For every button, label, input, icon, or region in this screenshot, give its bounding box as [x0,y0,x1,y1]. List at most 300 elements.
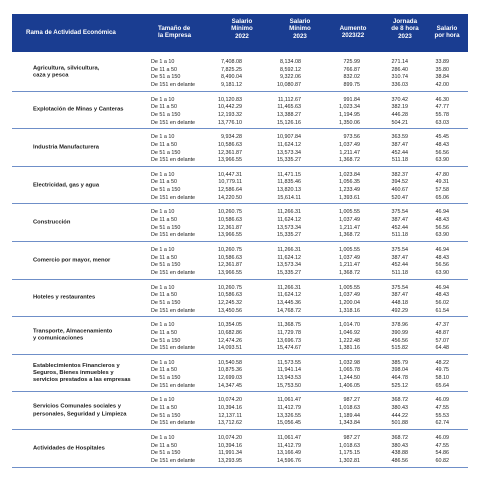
salario-2022-cell: 10,120.83 [218,96,242,103]
salario-hora-cell: 47.37 [435,322,449,329]
aumento-cell: 1,368.72 [339,232,360,239]
jornada-cell: 375.54 [391,284,408,291]
salario-2023-cell: 15,056.45 [277,420,301,427]
salario-hora-cell: 57.07 [435,337,449,344]
salario-hora-cell: 63.90 [435,270,449,277]
tamano-cell: De 11 a 50 [151,66,177,73]
salario-2022-cell: 10,394.16 [218,442,242,449]
aumento-cell: 1,211.47 [339,149,360,156]
jornada-cell: 398.04 [391,367,408,374]
salario-2022-cell: 13,776.10 [218,119,242,126]
salario-hora-cell: 57.58 [435,187,449,194]
salario-hora-cell: 55.78 [435,111,449,118]
header-tamano: Tamaño de la Empresa [158,25,192,40]
salario-hora-cell: 48.43 [435,141,449,148]
jornada-cell: 492.29 [391,307,408,314]
tamano-cell: De 51 a 150 [151,187,181,194]
salario-2022-cell: 10,354.05 [218,322,242,329]
salario-2022-cell: 13,712.62 [218,420,242,427]
tamano-cell: De 151 en delante [151,345,196,352]
jornada-cell: 525.12 [391,382,408,389]
salario-hora-cell: 65.64 [435,382,449,389]
aumento-cell: 1,023.84 [339,171,360,178]
tamano-cell: De 1 a 10 [151,59,175,65]
salario-2022-cell: 13,293.95 [218,458,242,465]
tamano-cell: De 51 a 150 [151,299,181,306]
salario-hora-cell: 46.94 [435,209,449,216]
salario-hora-cell: 56.56 [435,262,449,269]
salario-2023-cell: 11,624.12 [277,217,301,224]
rama-label: Explotación de Minas y Canteras [33,106,124,113]
aumento-cell: 1,032.98 [339,359,360,366]
salario-2023-cell: 11,112.67 [277,96,301,103]
salario-2022-cell: 14,347.45 [218,382,242,389]
jornada-cell: 515.82 [391,345,408,352]
jornada-cell: 382.37 [391,171,408,178]
salario-2022-cell: 12,361.87 [218,262,242,269]
aumento-cell: 1,023.34 [339,104,360,111]
salario-2022-cell: 13,450.56 [218,307,242,314]
salario-2022-cell: 10,442.29 [218,104,242,111]
salario-2022-cell: 12,361.87 [218,224,242,231]
aumento-cell: 1,037.49 [339,141,360,148]
salario-hora-cell: 63.90 [435,157,449,164]
header-salario-hora: Salario por hora [434,25,460,40]
salario-hora-cell: 47.55 [435,442,449,449]
salario-hora-cell: 55.53 [435,412,449,419]
aumento-cell: 1,244.50 [339,375,360,382]
aumento-cell: 1,350.06 [339,119,360,126]
aumento-cell: 1,005.55 [339,284,360,291]
table-group [12,54,468,92]
salario-2023-cell: 11,941.14 [277,367,301,374]
table-row [12,119,468,127]
aumento-cell: 1,222.48 [339,337,360,344]
jornada-cell: 390.99 [391,329,408,336]
jornada-cell: 511.18 [391,232,408,239]
tamano-cell: De 1 a 10 [151,96,175,103]
salario-2023-cell: 11,266.31 [277,209,301,216]
tamano-cell: De 11 a 50 [151,217,177,224]
table-row [12,419,468,427]
tamano-cell: De 151 en delante [151,194,196,201]
salario-2023-cell: 14,768.72 [277,307,301,314]
salario-2022-cell: 12,474.26 [218,337,242,344]
tamano-cell: De 11 a 50 [151,254,177,261]
aumento-cell: 1,381.16 [339,345,360,352]
aumento-cell: 1,037.49 [339,292,360,299]
salario-2022-cell: 10,779.11 [218,179,242,186]
rama-label: Electricidad, gas y agua [33,181,100,188]
jornada-cell: 363.59 [391,134,408,141]
rama-label: Construcción [33,219,71,226]
jornada-cell: 452.44 [391,262,408,269]
aumento-cell: 1,368.72 [339,270,360,277]
salario-2023-cell: 10,080.87 [277,82,301,89]
tamano-cell: De 1 a 10 [151,359,175,366]
salario-2022-cell: 10,586.63 [218,292,242,299]
salario-hora-cell: 58.10 [435,375,449,382]
salario-2023-cell: 11,412.79 [277,405,301,412]
salario-2023-cell: 13,166.49 [277,450,301,457]
salario-hora-cell: 48.43 [435,292,449,299]
salario-2022-cell: 14,220.50 [218,194,242,201]
salario-2023-cell: 10,907.84 [277,134,301,141]
rama-label: Establecimientos Financieros y Seguros, Bienes inmuebles y servicios prestados a las empresas [33,362,131,384]
rama-label: Industria Manufacturera [33,144,100,151]
salario-2022-cell: 10,586.63 [218,217,242,224]
salario-2022-cell: 10,260.75 [218,284,242,291]
salario-2022-cell: 9,934.28 [221,134,242,141]
salario-2022-cell: 10,394.16 [218,405,242,412]
salario-2022-cell: 10,586.63 [218,254,242,261]
salario-2023-cell: 11,729.78 [277,329,301,336]
jornada-cell: 444.22 [391,412,408,419]
salario-2023-cell: 8,592.12 [280,66,301,73]
salario-hora-cell: 49.75 [435,367,449,374]
salario-hora-cell: 46.94 [435,284,449,291]
salario-2023-cell: 15,335.27 [277,270,301,277]
aumento-cell: 1,233.49 [339,187,360,194]
salario-2022-cell: 12,586.64 [218,187,242,194]
salario-2023-cell: 15,474.67 [277,345,301,352]
table-group [12,355,468,393]
tamano-cell: De 1 a 10 [151,209,175,216]
tamano-cell: De 1 a 10 [151,322,175,329]
salario-hora-cell: 63.90 [435,232,449,239]
table-group [12,129,468,167]
tamano-cell: De 1 a 10 [151,247,175,253]
salario-2022-cell: 10,875.36 [218,367,242,374]
tamano-cell: De 11 a 50 [151,442,177,449]
table-row [12,457,468,465]
salario-2023-cell: 11,835.46 [277,179,301,186]
salario-hora-cell: 64.48 [435,345,449,352]
salario-hora-cell: 48.87 [435,329,449,336]
table-row [12,81,468,89]
salario-2022-cell: 13,966.55 [218,157,242,164]
salario-hora-cell: 35.80 [435,66,449,73]
salario-2023-cell: 11,573.55 [277,359,301,366]
table-group [12,167,468,205]
salario-hora-cell: 48.43 [435,254,449,261]
aumento-cell: 1,211.47 [339,224,360,231]
jornada-cell: 438.88 [391,450,408,457]
salario-2023-cell: 11,061.47 [277,435,301,441]
salario-2022-cell: 10,074.20 [218,397,242,404]
salario-2022-cell: 12,193.32 [218,111,242,118]
salario-hora-cell: 47.80 [435,171,449,178]
salario-2022-cell: 10,260.75 [218,209,242,216]
aumento-cell: 1,037.49 [339,254,360,261]
aumento-cell: 987.27 [343,397,360,404]
aumento-cell: 1,005.55 [339,209,360,216]
jornada-cell: 382.19 [391,104,408,111]
salario-2022-cell: 7,825.25 [221,66,242,73]
table-row [12,194,468,202]
salario-2023-cell: 11,266.31 [277,284,301,291]
aumento-cell: 1,065.78 [339,367,360,374]
salario-hora-cell: 45.45 [435,134,449,141]
jornada-cell: 456.56 [391,337,408,344]
jornada-cell: 380.43 [391,442,408,449]
salario-hora-cell: 33.89 [435,59,449,65]
jornada-cell: 375.54 [391,247,408,253]
tamano-cell: De 51 a 150 [151,262,181,269]
aumento-cell: 832.02 [343,74,360,81]
jornada-cell: 511.18 [391,270,408,277]
tamano-cell: De 151 en delante [151,157,196,164]
salario-2023-cell: 11,471.15 [277,171,301,178]
tamano-cell: De 1 a 10 [151,435,175,441]
jornada-cell: 368.72 [391,435,408,441]
salario-2022-cell: 7,408.08 [221,59,242,65]
salario-2023-cell: 13,820.13 [277,187,301,194]
table-group [12,430,468,468]
rama-label: Servicios Comunales sociales y personales, Seguridad y Limpieza [33,403,127,418]
jornada-cell: 387.47 [391,292,408,299]
salario-hora-cell: 46.09 [435,397,449,404]
rama-label: Comercio por mayor, menor [33,257,111,264]
tamano-cell: De 51 a 150 [151,450,181,457]
salario-hora-cell: 46.30 [435,96,449,103]
table-group [12,392,468,430]
salario-hora-cell: 47.77 [435,104,449,111]
salario-2023-cell: 13,573.34 [277,224,301,231]
salario-2022-cell: 10,586.63 [218,141,242,148]
salario-hora-cell: 48.22 [435,359,449,366]
salario-hora-cell: 46.94 [435,247,449,253]
aumento-cell: 899.75 [343,82,360,89]
aumento-cell: 1,406.05 [339,382,360,389]
aumento-cell: 1,056.35 [339,179,360,186]
tamano-cell: De 11 a 50 [151,405,177,412]
tamano-cell: De 51 a 150 [151,149,181,156]
salario-2023-cell: 15,753.50 [277,382,301,389]
table-row [12,307,468,315]
salario-hora-cell: 62.74 [435,420,449,427]
aumento-cell: 725.99 [343,59,360,65]
jornada-cell: 375.54 [391,209,408,216]
salario-hora-cell: 56.02 [435,299,449,306]
aumento-cell: 1,175.15 [339,450,360,457]
aumento-cell: 1,318.16 [339,307,360,314]
tamano-cell: De 151 en delante [151,232,196,239]
salario-2022-cell: 12,699.03 [218,375,242,382]
salario-2023-cell: 15,614.11 [277,194,301,201]
aumento-cell: 1,037.49 [339,217,360,224]
rama-label: Actividades de Hospitales [33,445,105,452]
jornada-cell: 501.88 [391,420,408,427]
aumento-cell: 1,393.61 [339,194,360,201]
salario-2022-cell: 11,991.34 [218,450,242,457]
salario-2023-cell: 13,696.73 [277,337,301,344]
header-rama: Rama de Actividad Económica [26,29,116,36]
jornada-cell: 394.52 [391,179,408,186]
salario-2023-cell: 11,061.47 [277,397,301,404]
salario-hora-cell: 65.06 [435,194,449,201]
jornada-cell: 460.67 [391,187,408,194]
tamano-cell: De 51 a 150 [151,375,181,382]
table-group [12,317,468,355]
salario-2022-cell: 14,093.51 [218,345,242,352]
jornada-cell: 336.03 [391,82,408,89]
aumento-cell: 1,302.81 [339,458,360,465]
header-salario-2023: Salario Mínimo 2023 [289,18,311,40]
jornada-cell: 446.28 [391,111,408,118]
aumento-cell: 1,014.70 [339,322,360,329]
jornada-cell: 448.18 [391,299,408,306]
salario-2023-cell: 14,596.76 [277,458,301,465]
salario-hora-cell: 61.54 [435,307,449,314]
tamano-cell: De 1 a 10 [151,134,175,141]
aumento-cell: 1,194.95 [339,111,360,118]
salario-2022-cell: 10,260.75 [218,247,242,253]
aumento-cell: 1,189.44 [339,412,360,419]
salario-2023-cell: 13,388.27 [277,111,301,118]
salario-hora-cell: 49.31 [435,179,449,186]
salario-2023-cell: 11,624.12 [277,292,301,299]
jornada-cell: 504.21 [391,119,408,126]
header-jornada: Jornada de 8 hora 2023 [391,18,419,40]
table-row [12,382,468,390]
table-header [12,14,468,52]
salario-2023-cell: 11,368.75 [277,322,301,329]
salario-2023-cell: 11,412.79 [277,442,301,449]
jornada-cell: 486.56 [391,458,408,465]
salario-hora-cell: 42.00 [435,82,449,89]
salario-2022-cell: 12,245.32 [218,299,242,306]
salario-2022-cell: 9,181.12 [221,82,242,89]
salario-hora-cell: 54.86 [435,450,449,457]
salario-2023-cell: 11,465.63 [277,104,301,111]
salario-hora-cell: 47.55 [435,405,449,412]
salario-2023-cell: 13,943.53 [277,375,301,382]
aumento-cell: 1,343.84 [339,420,360,427]
rama-label: Transporte, Almacenamiento y comunicaciones [33,328,113,342]
tamano-cell: De 51 a 150 [151,74,181,81]
tamano-cell: De 51 a 150 [151,111,181,118]
salario-2023-cell: 15,335.27 [277,157,301,164]
tamano-cell: De 151 en delante [151,382,196,389]
aumento-cell: 973.56 [343,134,360,141]
tamano-cell: De 51 a 150 [151,224,181,231]
salario-2022-cell: 12,137.11 [218,412,242,419]
jornada-cell: 387.47 [391,141,408,148]
jornada-cell: 271.14 [391,59,408,65]
salario-2023-cell: 13,573.34 [277,262,301,269]
jornada-cell: 378.96 [391,322,408,329]
jornada-cell: 387.47 [391,217,408,224]
salario-2023-cell: 11,266.31 [277,247,301,253]
tamano-cell: De 151 en delante [151,420,196,427]
salario-2023-cell: 15,126.16 [277,119,301,126]
tamano-cell: De 51 a 150 [151,337,181,344]
jornada-cell: 452.44 [391,149,408,156]
salario-hora-cell: 63.03 [435,119,449,126]
aumento-cell: 987.27 [343,435,360,441]
rama-label: Agricultura, silvicultura, caza y pesca [33,65,100,79]
salario-2022-cell: 10,682.86 [218,329,242,336]
tamano-cell: De 151 en delante [151,270,196,277]
salario-hora-cell: 56.56 [435,224,449,231]
tamano-cell: De 1 a 10 [151,171,175,178]
tamano-cell: De 11 a 50 [151,329,177,336]
tamano-cell: De 151 en delante [151,119,196,126]
tamano-cell: De 51 a 150 [151,412,181,419]
tamano-cell: De 1 a 10 [151,397,175,404]
aumento-cell: 1,368.72 [339,157,360,164]
jornada-cell: 511.18 [391,157,408,164]
tamano-cell: De 151 en delante [151,82,196,89]
table-group [12,92,468,130]
table-row [12,269,468,277]
salario-2022-cell: 10,540.58 [218,359,242,366]
aumento-cell: 1,018.63 [339,442,360,449]
table-group [12,242,468,280]
jornada-cell: 380.43 [391,405,408,412]
aumento-cell: 1,200.04 [339,299,360,306]
table-group [12,280,468,318]
tamano-cell: De 11 a 50 [151,367,177,374]
salario-2023-cell: 11,624.12 [277,254,301,261]
tamano-cell: De 151 en delante [151,307,196,314]
salario-2023-cell: 13,445.36 [277,299,301,306]
tamano-cell: De 11 a 50 [151,292,177,299]
table-row [12,156,468,164]
salario-hora-cell: 38.84 [435,74,449,81]
rama-label: Hoteles y restaurantes [33,294,96,301]
table-row [12,344,468,352]
tamano-cell: De 151 en delante [151,458,196,465]
jornada-cell: 387.47 [391,254,408,261]
aumento-cell: 1,018.63 [339,405,360,412]
salario-2022-cell: 13,966.55 [218,270,242,277]
tamano-cell: De 11 a 50 [151,179,177,186]
salario-2023-cell: 8,134.08 [280,59,301,65]
tamano-cell: De 11 a 50 [151,141,177,148]
jornada-cell: 370.42 [391,96,408,103]
table-group [12,204,468,242]
jornada-cell: 368.72 [391,397,408,404]
aumento-cell: 766.87 [343,66,360,73]
salario-hora-cell: 48.43 [435,217,449,224]
tamano-cell: De 1 a 10 [151,284,175,291]
salario-2023-cell: 9,322.06 [280,74,301,81]
salario-2023-cell: 11,624.12 [277,141,301,148]
salario-2022-cell: 10,447.31 [218,171,242,178]
salario-hora-cell: 60.82 [435,458,449,465]
header-salario-2022: Salario Mínimo 2022 [231,18,253,40]
salario-2022-cell: 8,490.04 [221,74,242,81]
tamano-cell: De 11 a 50 [151,104,177,111]
header-aumento: Aumento 2023/22 [339,25,367,40]
salario-2023-cell: 13,573.34 [277,149,301,156]
salario-2022-cell: 10,074.20 [218,435,242,441]
jornada-cell: 464.78 [391,375,408,382]
jornada-cell: 286.40 [391,66,408,73]
salario-2023-cell: 13,326.55 [277,412,301,419]
aumento-cell: 1,005.55 [339,247,360,253]
aumento-cell: 1,046.92 [339,329,360,336]
salario-hora-cell: 56.56 [435,149,449,156]
aumento-cell: 991.84 [343,96,360,103]
salario-2022-cell: 13,966.55 [218,232,242,239]
salario-2023-cell: 15,335.27 [277,232,301,239]
jornada-cell: 385.79 [391,359,408,366]
jornada-cell: 452.44 [391,224,408,231]
jornada-cell: 520.47 [391,194,408,201]
